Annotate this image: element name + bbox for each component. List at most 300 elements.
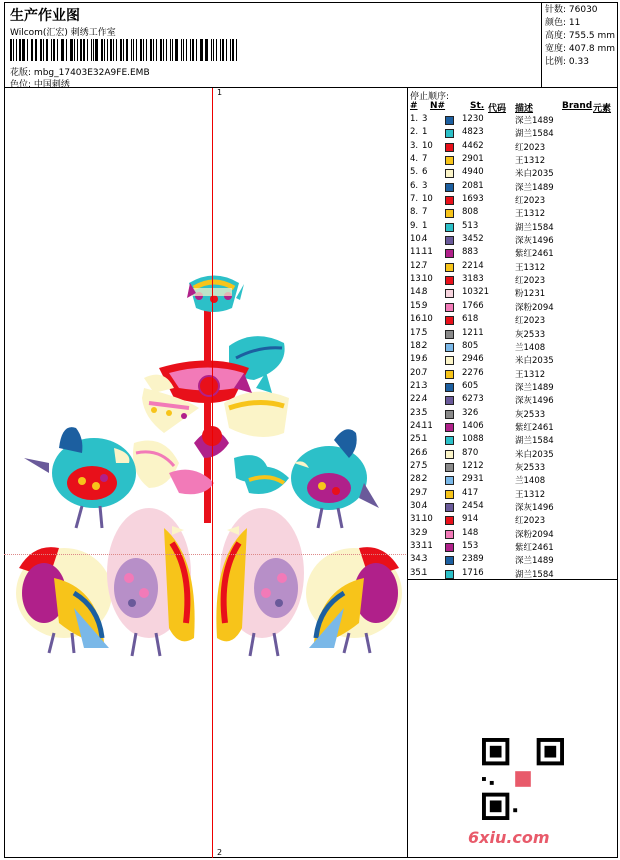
barcode-bar xyxy=(183,39,185,61)
color-swatch xyxy=(445,169,454,178)
bird-bottom-left xyxy=(16,547,112,653)
legend-row xyxy=(408,341,618,354)
stats-panel xyxy=(541,2,618,88)
barcode-bar xyxy=(236,39,237,61)
barcode-bar xyxy=(70,39,73,61)
row-description: 灰2533 xyxy=(515,329,546,340)
row-description: 红2023 xyxy=(515,142,546,153)
row-stitches: 4823 xyxy=(462,127,484,138)
qr-module xyxy=(482,777,486,781)
row-description: 红2023 xyxy=(515,196,546,207)
row-needle: 11 xyxy=(422,420,433,431)
barcode-bar xyxy=(57,39,58,61)
pattern-label: 花版: xyxy=(10,68,32,78)
page-title: 生产作业图 xyxy=(10,8,80,24)
row-stitches: 870 xyxy=(462,447,479,458)
row-needle: 3 xyxy=(422,380,428,391)
legend-header xyxy=(408,101,618,114)
barcode-bar xyxy=(232,39,235,61)
barcode-bar xyxy=(175,39,178,61)
header xyxy=(4,2,618,88)
qr-module xyxy=(490,781,494,785)
row-index: 4. xyxy=(410,154,419,165)
row-stitches: 3183 xyxy=(462,274,484,285)
barcode-bar xyxy=(110,39,112,61)
row-index: 29. xyxy=(410,487,424,498)
row-description: 紫红2461 xyxy=(515,422,554,433)
row-description: 深兰1489 xyxy=(515,182,554,193)
row-stitches: 2931 xyxy=(462,474,484,485)
barcode-bar xyxy=(190,39,191,61)
barcode-bar xyxy=(22,39,25,61)
row-stitches: 1693 xyxy=(462,194,484,205)
color-swatch xyxy=(445,570,454,579)
legend-row xyxy=(408,154,618,167)
row-stitches: 605 xyxy=(462,380,479,391)
row-stitches: 2901 xyxy=(462,154,484,165)
row-stitches: 2946 xyxy=(462,354,484,365)
row-index: 23. xyxy=(410,407,424,418)
color-swatch xyxy=(445,476,454,485)
row-needle: 7 xyxy=(422,487,428,498)
color-swatch xyxy=(445,530,454,539)
barcode-bar xyxy=(32,39,33,61)
col-needle: N# xyxy=(430,101,446,111)
legend-row xyxy=(408,207,618,220)
color-swatch xyxy=(445,543,454,552)
row-stitches: 618 xyxy=(462,314,479,325)
color-swatch xyxy=(445,289,454,298)
row-index: 9. xyxy=(410,220,419,231)
row-stitches: 914 xyxy=(462,514,479,525)
qr-module xyxy=(490,800,502,812)
row-needle: 3 xyxy=(422,114,428,124)
legend-row xyxy=(408,261,618,274)
color-swatch xyxy=(445,450,454,459)
row-needle: 8 xyxy=(422,287,428,298)
color-swatch xyxy=(445,330,454,339)
row-description: 兰1408 xyxy=(515,342,546,353)
row-needle: 10 xyxy=(422,514,433,525)
row-index: 3. xyxy=(410,140,419,151)
row-description: 深粉2094 xyxy=(515,302,554,313)
legend-row xyxy=(408,221,618,234)
color-swatch xyxy=(445,129,454,138)
row-stitches: 1716 xyxy=(462,567,484,578)
row-index: 30. xyxy=(410,500,424,511)
row-description: 灰2533 xyxy=(515,409,546,420)
color-swatch xyxy=(445,383,454,392)
color-swatch xyxy=(445,423,454,432)
barcode-bar xyxy=(83,39,85,61)
row-index: 6. xyxy=(410,180,419,191)
barcode-bar xyxy=(170,39,171,61)
legend-row xyxy=(408,568,618,581)
barcode-bar xyxy=(77,39,78,61)
color-swatch xyxy=(445,263,454,272)
row-needle: 5 xyxy=(422,460,428,471)
legend-row xyxy=(408,181,618,194)
row-stitches: 1211 xyxy=(462,327,484,338)
legend-title: 停止顺序: xyxy=(410,92,450,102)
row-description: 深兰1489 xyxy=(515,116,554,126)
embroidery-design xyxy=(4,88,408,858)
row-needle: 4 xyxy=(422,394,428,405)
barcode-bar xyxy=(163,39,164,61)
barcode-bar xyxy=(95,39,98,61)
barcode-bar xyxy=(123,39,124,61)
row-index: 1. xyxy=(410,114,419,124)
row-index: 20. xyxy=(410,367,424,378)
bird-top-right xyxy=(291,429,379,528)
legend-row xyxy=(408,461,618,474)
color-swatch xyxy=(445,143,454,152)
barcode-bar xyxy=(196,39,197,61)
row-needle: 11 xyxy=(422,247,433,258)
barcode-bar xyxy=(150,39,153,61)
barcode-bar xyxy=(40,39,42,61)
legend-row xyxy=(408,488,618,501)
row-stitches: 883 xyxy=(462,247,479,258)
row-stitches: 326 xyxy=(462,407,479,418)
row-needle: 1 xyxy=(422,434,428,445)
barcode-bar xyxy=(104,39,105,61)
row-index: 28. xyxy=(410,474,424,485)
row-stitches: 1406 xyxy=(462,420,484,431)
color-swatch xyxy=(445,396,454,405)
row-index: 18. xyxy=(410,340,424,351)
row-stitches: 3452 xyxy=(462,234,484,245)
legend-row xyxy=(408,501,618,514)
row-index: 19. xyxy=(410,354,424,365)
row-description: 深粉2094 xyxy=(515,529,554,540)
pattern-value: mbg_17403E32A9FE.EMB xyxy=(33,68,150,78)
col-stitches: St. xyxy=(470,101,485,111)
row-index: 31. xyxy=(410,514,424,525)
barcode-bar xyxy=(16,39,17,61)
row-description: 灰2533 xyxy=(515,462,546,473)
barcode-bar xyxy=(66,39,67,61)
legend-row xyxy=(408,448,618,461)
row-needle: 7 xyxy=(422,207,428,218)
row-stitches: 1230 xyxy=(462,114,484,124)
row-needle: 7 xyxy=(422,367,428,378)
barcode-bar xyxy=(93,39,94,61)
color-swatch xyxy=(445,343,454,352)
row-description: 深灰1496 xyxy=(515,236,554,247)
row-stitches: 2214 xyxy=(462,260,484,271)
color-swatch xyxy=(445,463,454,472)
barcode-bar xyxy=(153,39,154,61)
barcode-bar xyxy=(133,39,134,61)
row-stitches: 2081 xyxy=(462,180,484,191)
legend-row xyxy=(408,368,618,381)
barcode-bar xyxy=(107,39,108,61)
row-needle: 1 xyxy=(422,220,428,231)
barcode-bar xyxy=(156,39,157,61)
row-index: 13. xyxy=(410,274,424,285)
row-index: 17. xyxy=(410,327,424,338)
row-description: 湖兰1584 xyxy=(515,222,554,233)
row-index: 15. xyxy=(410,300,424,311)
row-needle: 2 xyxy=(422,474,428,485)
row-index: 24. xyxy=(410,420,424,431)
barcode-bar xyxy=(181,39,182,61)
row-index: 10. xyxy=(410,234,424,245)
row-description: 王1312 xyxy=(515,209,546,220)
row-needle: 6 xyxy=(422,447,428,458)
barcode-bar xyxy=(113,39,114,61)
color-swatch xyxy=(445,209,454,218)
barcode-bar xyxy=(19,39,21,61)
flower-plant xyxy=(133,276,289,524)
barcode-bar xyxy=(172,39,173,61)
legend-row xyxy=(408,114,618,127)
bird-center-right xyxy=(216,508,304,656)
color-swatch xyxy=(445,156,454,165)
row-stitches: 4940 xyxy=(462,167,484,178)
watermark: 6xiu.com xyxy=(468,828,550,847)
row-stitches: 153 xyxy=(462,541,479,551)
barcode xyxy=(10,39,240,61)
legend-row xyxy=(408,474,618,487)
barcode-bar xyxy=(46,39,49,61)
marker-start: 1 xyxy=(217,88,223,97)
row-index: 2. xyxy=(410,127,419,138)
legend-row xyxy=(408,528,618,541)
color-swatch xyxy=(445,116,454,125)
barcode-bar xyxy=(140,39,142,61)
row-stitches: 805 xyxy=(462,340,479,351)
row-description: 深兰1489 xyxy=(515,556,554,567)
legend-row xyxy=(408,167,618,180)
qr-module xyxy=(515,771,531,787)
barcode-bar xyxy=(101,39,103,61)
barcode-bar xyxy=(13,39,14,61)
legend-row xyxy=(408,381,618,394)
row-stitches: 513 xyxy=(462,220,479,231)
row-needle: 10 xyxy=(422,314,433,325)
color-swatch xyxy=(445,236,454,245)
color-swatch xyxy=(445,356,454,365)
barcode-bar xyxy=(87,39,88,61)
col-index: # xyxy=(410,101,418,111)
row-description: 紫红2461 xyxy=(515,543,554,553)
barcode-bar xyxy=(201,39,203,61)
qr-code xyxy=(482,738,564,820)
color-swatch xyxy=(445,516,454,525)
row-stitches: 10321 xyxy=(462,287,490,298)
row-needle: 3 xyxy=(422,180,428,191)
col-description: 描述 xyxy=(515,104,534,114)
row-needle: 2 xyxy=(422,340,428,351)
barcode-bar xyxy=(120,39,123,61)
qr-module xyxy=(544,746,556,758)
row-needle: 4 xyxy=(422,234,428,245)
row-stitches: 148 xyxy=(462,527,479,538)
row-needle: 7 xyxy=(422,260,428,271)
legend-row xyxy=(408,234,618,247)
row-stitches: 4462 xyxy=(462,140,484,151)
bird-center-left xyxy=(107,508,195,656)
barcode-bar xyxy=(213,39,214,61)
row-description: 湖兰1584 xyxy=(515,569,554,580)
row-index: 12. xyxy=(410,260,424,271)
color-swatch xyxy=(445,196,454,205)
row-stitches: 2454 xyxy=(462,500,484,511)
qr-module xyxy=(513,808,517,812)
barcode-bar xyxy=(136,39,138,61)
row-description: 米白2035 xyxy=(515,449,554,460)
row-index: 16. xyxy=(410,314,424,325)
row-stitches: 1088 xyxy=(462,434,484,445)
row-index: 11. xyxy=(410,247,424,258)
color-stop-list xyxy=(408,88,618,580)
row-stitches: 2276 xyxy=(462,367,484,378)
color-swatch xyxy=(445,370,454,379)
barcode-bar xyxy=(160,39,162,61)
row-index: 25. xyxy=(410,434,424,445)
row-index: 26. xyxy=(410,447,424,458)
row-description: 王1312 xyxy=(515,489,546,500)
legend-row xyxy=(408,554,618,567)
row-needle: 5 xyxy=(422,327,428,338)
row-index: 32. xyxy=(410,527,424,538)
barcode-bar xyxy=(211,39,212,61)
row-description: 米白2035 xyxy=(515,169,554,180)
barcode-bar xyxy=(143,39,144,61)
color-swatch xyxy=(445,223,454,232)
col-code: 代码 xyxy=(488,104,507,114)
row-needle: 10 xyxy=(422,140,433,151)
row-index: 34. xyxy=(410,554,424,565)
row-description: 湖兰1584 xyxy=(515,129,554,140)
legend-row xyxy=(408,394,618,407)
legend-row xyxy=(408,354,618,367)
color-swatch xyxy=(445,490,454,499)
barcode-bar xyxy=(51,39,52,61)
row-needle: 1 xyxy=(422,567,428,578)
color-swatch xyxy=(445,316,454,325)
barcode-bar xyxy=(146,39,147,61)
row-stitches: 417 xyxy=(462,487,479,498)
color-swatch xyxy=(445,249,454,258)
row-needle: 6 xyxy=(422,354,428,365)
barcode-bar xyxy=(230,39,231,61)
legend-row xyxy=(408,314,618,327)
design-canvas[interactable] xyxy=(4,88,408,858)
color-swatch xyxy=(445,276,454,285)
barcode-bar xyxy=(220,39,221,61)
color-swatch xyxy=(445,410,454,419)
row-needle: 10 xyxy=(422,194,433,205)
barcode-bar xyxy=(80,39,82,61)
legend-row xyxy=(408,421,618,434)
row-stitches: 1766 xyxy=(462,300,484,311)
legend-row xyxy=(408,287,618,300)
legend-row xyxy=(408,247,618,260)
row-description: 红2023 xyxy=(515,276,546,287)
row-index: 7. xyxy=(410,194,419,205)
col-element: 元素 xyxy=(593,104,612,114)
barcode-bar xyxy=(205,39,208,61)
barcode-bar xyxy=(27,39,28,61)
barcode-bar xyxy=(222,39,224,61)
color-swatch xyxy=(445,503,454,512)
row-index: 22. xyxy=(410,394,424,405)
row-index: 21. xyxy=(410,380,424,391)
row-description: 粉1231 xyxy=(515,289,546,300)
row-description: 深灰1496 xyxy=(515,502,554,513)
legend-row xyxy=(408,514,618,527)
row-stitches: 6273 xyxy=(462,394,484,405)
stitch-count: 针数: 76030 xyxy=(545,5,598,15)
row-description: 米白2035 xyxy=(515,356,554,367)
legend-row xyxy=(408,434,618,447)
barcode-bar xyxy=(116,39,117,61)
row-index: 27. xyxy=(410,460,424,471)
barcode-bar xyxy=(74,39,75,61)
barcode-bar xyxy=(131,39,132,61)
barcode-bar xyxy=(31,39,32,61)
col-brand: Brand xyxy=(562,101,593,111)
legend-row xyxy=(408,141,618,154)
row-description: 兰1408 xyxy=(515,476,546,487)
row-needle: 9 xyxy=(422,300,428,311)
row-index: 14. xyxy=(410,287,424,298)
design-scale: 比例: 0.33 xyxy=(545,57,589,67)
bird-bottom-right xyxy=(306,547,402,653)
row-needle: 1 xyxy=(422,127,428,138)
row-description: 湖兰1584 xyxy=(515,436,554,447)
color-value: 中国刺绣 xyxy=(33,80,70,90)
bird-top-left xyxy=(24,427,136,528)
row-description: 王1312 xyxy=(515,369,546,380)
design-width: 宽度: 407.8 mm xyxy=(545,44,616,54)
row-needle: 11 xyxy=(422,541,433,551)
row-index: 8. xyxy=(410,207,419,218)
barcode-bar xyxy=(126,39,128,61)
barcode-bar xyxy=(216,39,218,61)
horizontal-guide xyxy=(4,554,408,555)
legend-row xyxy=(408,408,618,421)
row-needle: 10 xyxy=(422,274,433,285)
color-swatch xyxy=(445,436,454,445)
color-swatch xyxy=(445,303,454,312)
barcode-bar xyxy=(226,39,227,61)
row-description: 王1312 xyxy=(515,156,546,167)
design-height: 高度: 755.5 mm xyxy=(545,31,616,41)
barcode-bar xyxy=(200,39,201,61)
row-index: 5. xyxy=(410,167,419,178)
barcode-bar xyxy=(62,39,64,61)
barcode-bar xyxy=(10,39,12,61)
barcode-bar xyxy=(61,39,62,61)
subtitle: Wilcom(汇宏) 刺绣工作室 xyxy=(10,28,116,38)
barcode-bar xyxy=(192,39,194,61)
legend-rows xyxy=(408,114,618,581)
row-description: 红2023 xyxy=(515,516,546,527)
row-description: 王1312 xyxy=(515,262,546,273)
row-needle: 4 xyxy=(422,500,428,511)
legend-row xyxy=(408,127,618,140)
row-index: 33. xyxy=(410,541,424,551)
color-count: 颜色: 11 xyxy=(545,18,581,28)
color-label: 色位: xyxy=(10,80,32,90)
row-needle: 9 xyxy=(422,527,428,538)
marker-end: 2 xyxy=(217,848,223,857)
row-description: 深灰1496 xyxy=(515,396,554,407)
